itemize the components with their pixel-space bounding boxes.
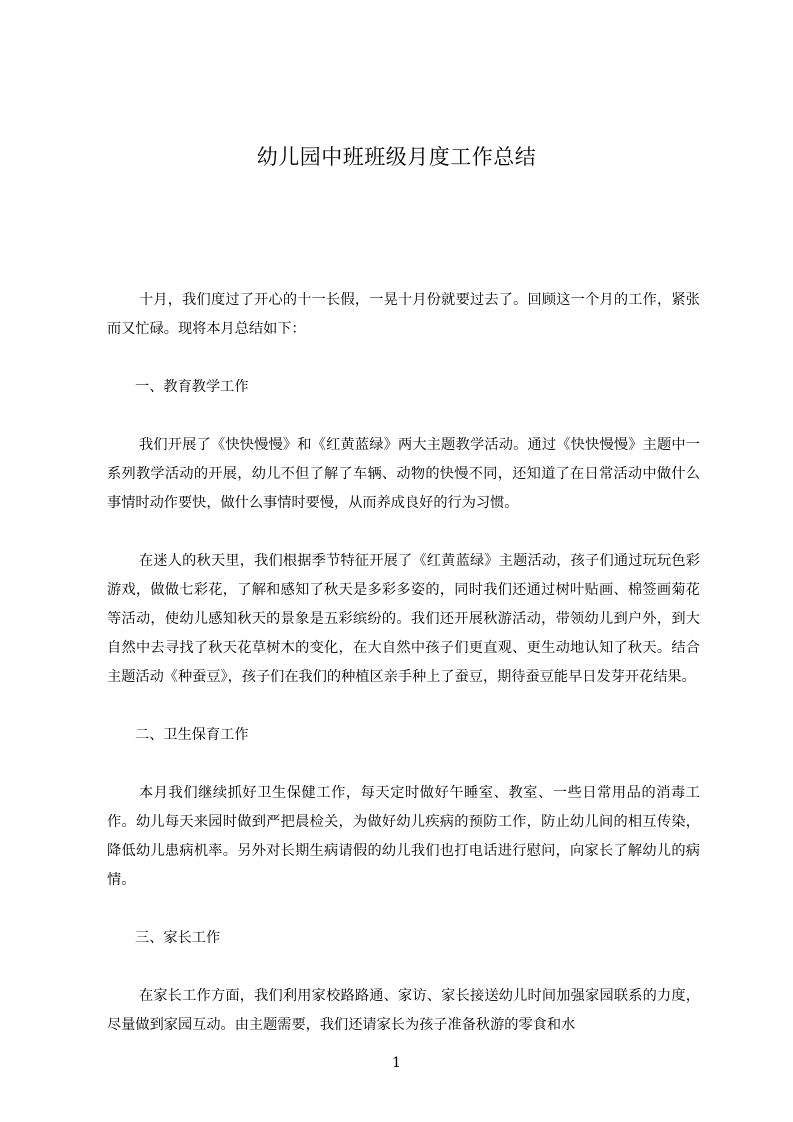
education-paragraph-1: 我们开展了《快快慢慢》和《红黄蓝绿》两大主题教学活动。通过《快快慢慢》主题中一系列教学活动的开展，幼儿不但了解了车辆、动物的快慢不同，还知道了在日常活动中做什么事情时动作要快，做什么事情时要慢，从而养成良好的行为习惯。 <box>107 437 700 511</box>
education-paragraph-2: 在迷人的秋天里，我们根据季节特征开展了《红黄蓝绿》主题活动，孩子们通过玩玩色彩游戏，做做七彩花，了解和感知了秋天是多彩多姿的，同时我们还通过树叶贴画、棉签画菊花等活动，使幼儿感知秋天的景象是五彩缤纷的。我们还开展秋游活动，带领幼儿到户外，到大自然中去寻找了秋天花草树木的变化，在大自然中孩子们更直观、更生动地认知了秋天。结合主题活动《种蚕豆》，孩子们在我们的种植区亲手种上了蚕豆，期待蚕豆能早日发芽开花结果。 <box>107 553 700 685</box>
section-heading-hygiene: 二、卫生保育工作 <box>135 727 249 743</box>
hygiene-paragraph: 本月我们继续抓好卫生保健工作，每天定时做好午睡室、教室、一些日常用品的消毒工作。幼儿每天来园时做到严把晨检关，为做好幼儿疾病的预防工作，防止幼儿间的相互传染，降低幼儿患病机率。另外对长期生病请假的幼儿我们也打电话进行慰问，向家长了解幼儿的病情。 <box>107 785 700 888</box>
document-title: 幼儿园中班班级月度工作总结 <box>256 145 537 169</box>
document-body <box>107 286 700 1040</box>
section-heading-parents: 三、家长工作 <box>135 930 221 946</box>
intro-paragraph: 十月，我们度过了开心的十一长假，一晃十月份就要过去了。回顾这一个月的工作，紧张而又忙碌。现将本月总结如下： <box>107 292 700 337</box>
page-number: 1 <box>392 1055 401 1071</box>
section-heading-education: 一、教育教学工作 <box>135 379 249 395</box>
parents-paragraph: 在家长工作方面，我们利用家校路路通、家访、家长接送幼儿时间加强家园联系的力度，尽量做到家园互动。由主题需要，我们还请家长为孩子准备秋游的零食和水 <box>107 988 700 1033</box>
